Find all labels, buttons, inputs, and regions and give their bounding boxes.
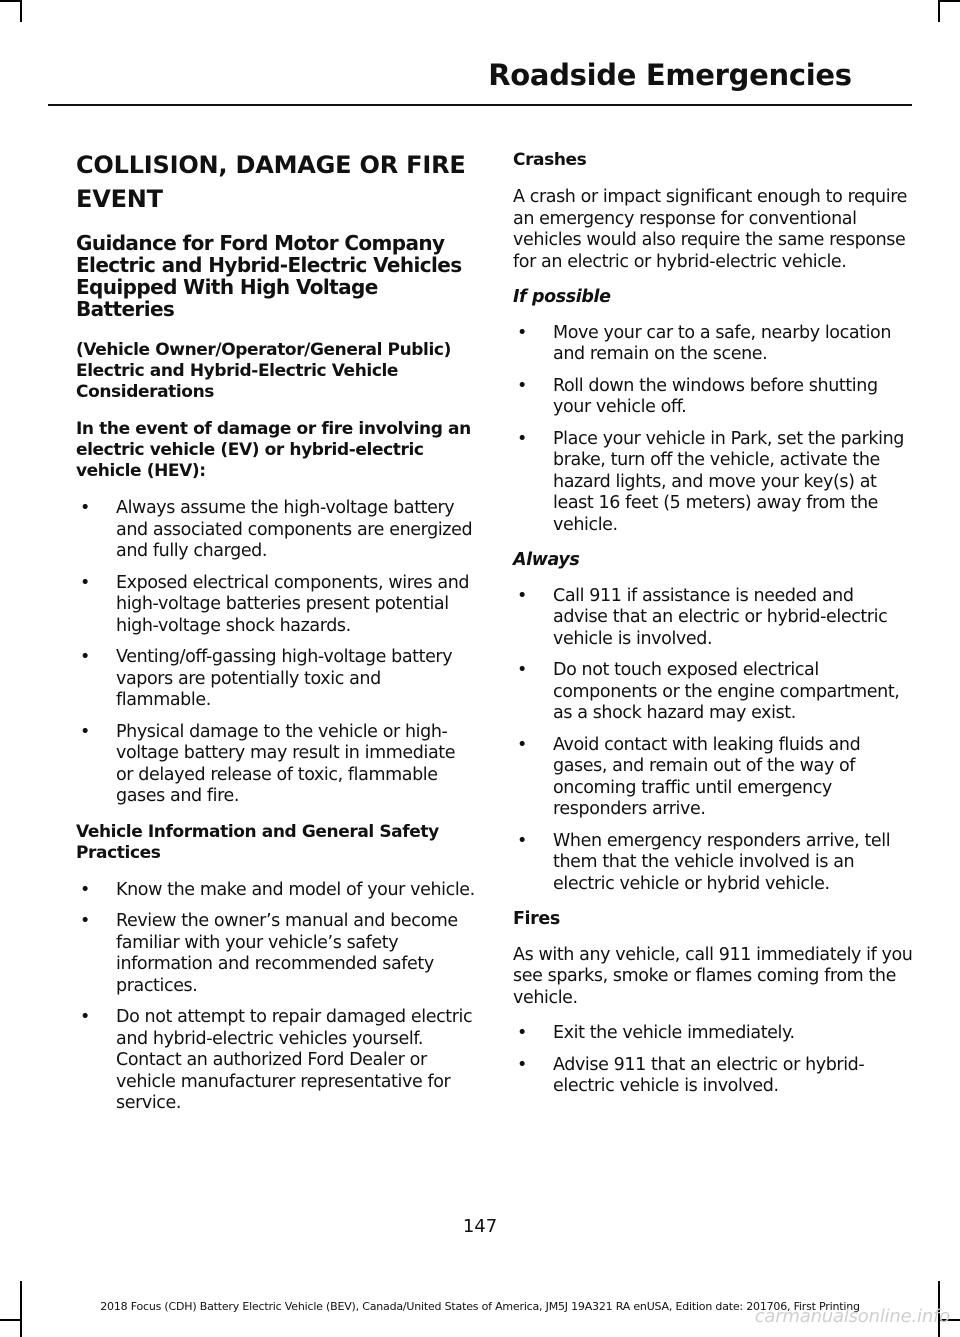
list-item: • Do not touch exposed electrical components or the engine compartment, as a shock hazard may exist. bbox=[513, 660, 913, 725]
guidance-heading: Guidance for Ford Motor Company Electric and Hybrid-Electric Vehicles Equipped With High Voltage Batteries bbox=[76, 231, 462, 321]
crop-mark bbox=[0, 0, 22, 2]
list-item: • Move your car to a safe, nearby location and remain on the scene. bbox=[513, 323, 913, 366]
page-title: Roadside Emergencies bbox=[488, 58, 852, 92]
fires-heading: Fires bbox=[513, 909, 560, 929]
list-item: • Place your vehicle in Park, set the parking brake, turn off the vehicle, activate the hazard lights, and move your key(s) at least 16 feet (5 meters) away from the vehicle. bbox=[513, 429, 913, 537]
always-label: Always bbox=[513, 550, 580, 570]
info-heading: Vehicle Information and General Safety Practices bbox=[76, 821, 439, 863]
event-bullet-list bbox=[76, 498, 476, 808]
list-item: • Roll down the windows before shutting your vehicle off. bbox=[513, 376, 913, 419]
list-item: • Do not attempt to repair damaged electric and hybrid-electric vehicles yourself. Contact an authorized Ford Dealer or vehicle manufacturer representative for service. bbox=[76, 1007, 476, 1115]
list-item: • Physical damage to the vehicle or high-voltage battery may result in immediate or delayed release of toxic, flammable gases and fire. bbox=[76, 722, 476, 808]
if-possible-bullet-list bbox=[513, 323, 913, 537]
crop-mark bbox=[20, 0, 22, 22]
crop-mark bbox=[938, 0, 960, 2]
fires-paragraph: As with any vehicle, call 911 immediately if you see sparks, smoke or flames coming from the vehicle. bbox=[513, 944, 913, 1008]
list-item: • Venting/off-gassing high-voltage battery vapors are potentially toxic and flammable. bbox=[76, 647, 476, 712]
fires-bullet-list bbox=[513, 1023, 913, 1098]
list-item: • Review the owner’s manual and become familiar with your vehicle’s safety information and recommended safety practices. bbox=[76, 911, 476, 997]
list-item: • Always assume the high-voltage battery and associated components are energized and fully charged. bbox=[76, 498, 476, 563]
if-possible-label: If possible bbox=[513, 287, 611, 307]
list-item: • Exit the vehicle immediately. bbox=[513, 1023, 913, 1045]
audience-heading: (Vehicle Owner/Operator/General Public) bbox=[76, 340, 451, 360]
always-bullet-list bbox=[513, 586, 913, 896]
crashes-heading: Crashes bbox=[513, 150, 587, 170]
list-item: • Exposed electrical components, wires and high-voltage batteries present potential high-voltage shock hazards. bbox=[76, 573, 476, 638]
list-item: • Call 911 if assistance is needed and advise that an electric or hybrid-electric vehicle is involved. bbox=[513, 586, 913, 651]
list-item: • Advise 911 that an electric or hybrid-electric vehicle is involved. bbox=[513, 1055, 913, 1098]
crashes-paragraph: A crash or impact significant enough to require an emergency response for conventional vehicles would also require the same response for an electric or hybrid-electric vehicle. bbox=[513, 187, 907, 272]
list-item: • Know the make and model of your vehicle. bbox=[76, 880, 476, 902]
list-item: • When emergency responders arrive, tell them that the vehicle involved is an electric vehicle or hybrid vehicle. bbox=[513, 831, 913, 896]
watermark[interactable]: carmanualsonline.info bbox=[754, 1306, 950, 1327]
info-bullet-list bbox=[76, 880, 476, 1115]
crop-mark bbox=[938, 0, 940, 22]
considerations-heading: Electric and Hybrid-Electric Vehicle Considerations bbox=[76, 361, 399, 402]
header-divider bbox=[48, 104, 912, 106]
page-number: 147 bbox=[462, 1216, 498, 1237]
right-column bbox=[513, 150, 913, 1112]
section-title: COLLISION, DAMAGE OR FIRE EVENT bbox=[76, 151, 466, 213]
footer-text: 2018 Focus (CDH) Battery Electric Vehicle (BEV), Canada/United States of America, JM5J 19A321 RA enUSA, Edition date: 201706, First Printing bbox=[100, 1300, 860, 1313]
list-item: • Avoid contact with leaking fluids and gases, and remain out of the way of oncoming traffic until emergency responders arrive. bbox=[513, 735, 913, 821]
event-heading: In the event of damage or fire involving an electric vehicle (EV) or hybrid-electric vehicle (HEV): bbox=[76, 419, 471, 481]
crop-mark bbox=[0, 1319, 22, 1321]
left-column bbox=[76, 140, 476, 1129]
